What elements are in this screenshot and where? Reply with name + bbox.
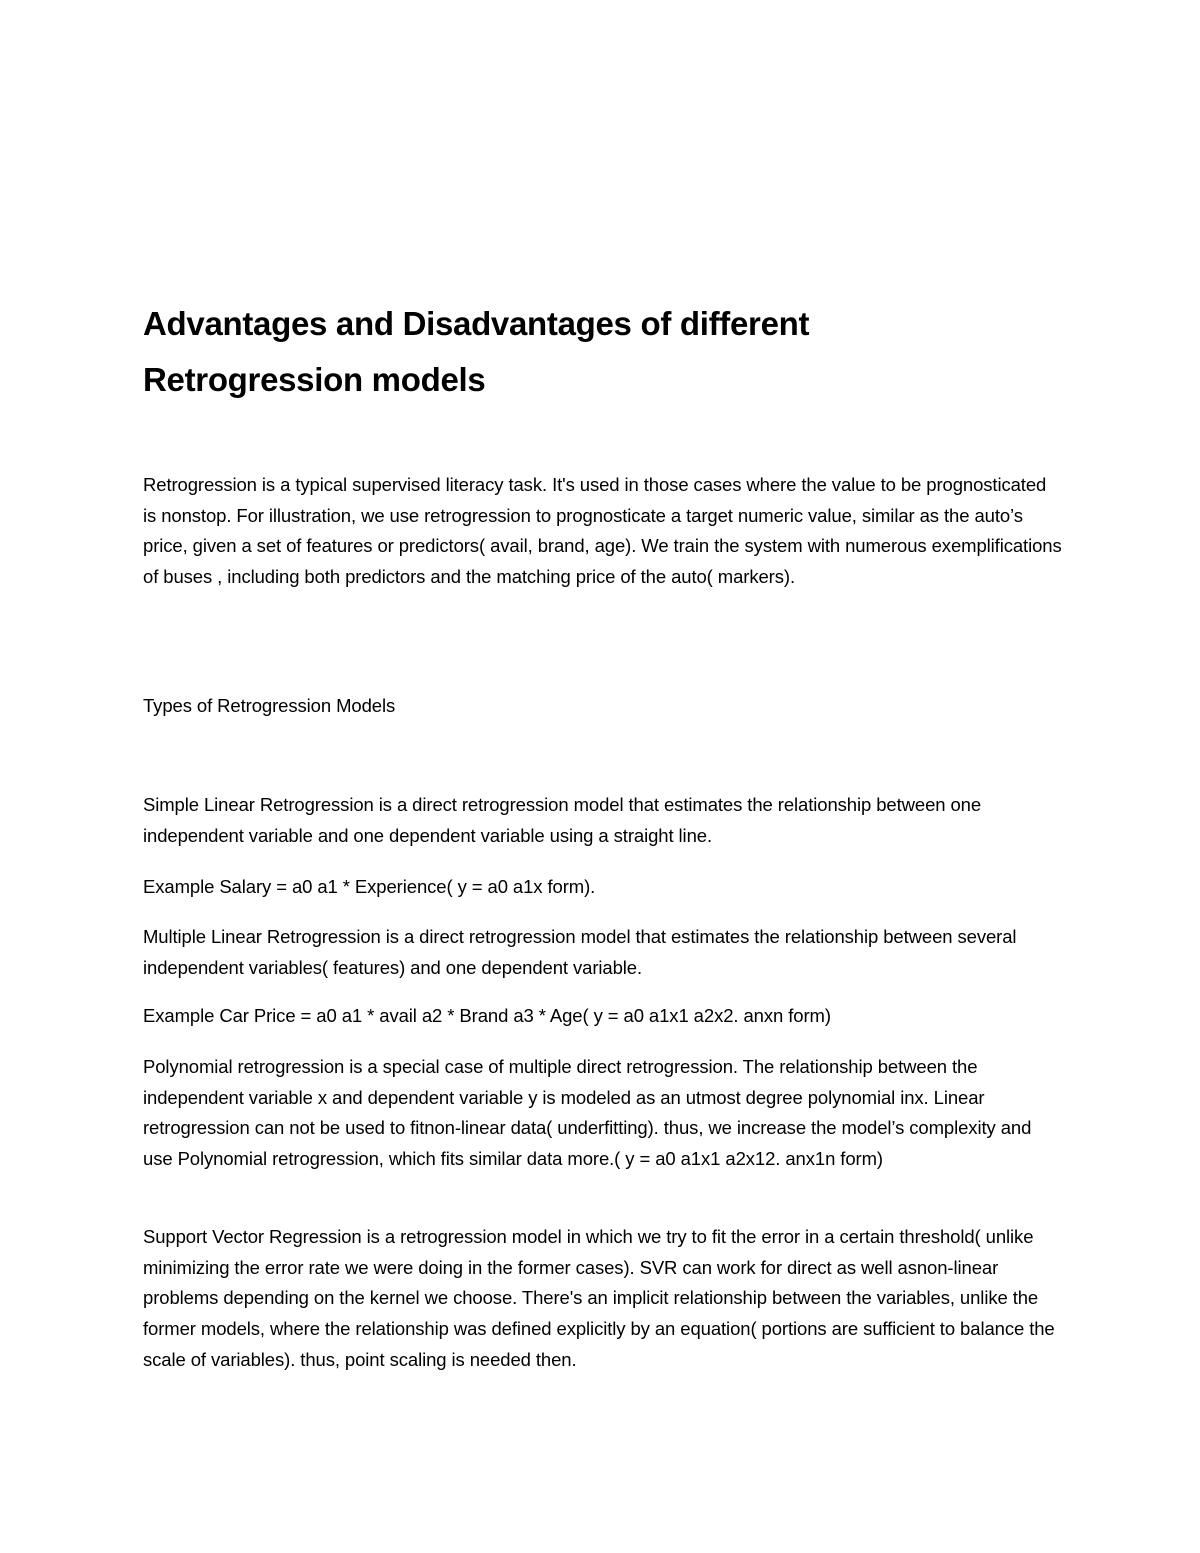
example-salary-paragraph: Example Salary = a0 a1 * Experience( y = a0 a1x form).	[143, 876, 596, 897]
example-car-paragraph: Example Car Price = a0 a1 * avail a2 * Brand a3 * Age( y = a0 a1x1 a2x2. anxn form)	[143, 1005, 831, 1026]
svr-paragraph: Support Vector Regression is a retrogression model in which we try to fit the error in a certain threshold( unlike minimizing the error rate we were doing in the former cases). SVR can work for direct as well asnon-linear problems depending on the kernel we choose. There's an implicit relationship between the variables, unlike the former models, where the relationship was defined explicitly by an equation( portions are sufficient to balance the scale of variables). thus, point scaling is needed then.	[143, 1226, 1055, 1370]
document-title	[143, 296, 1063, 408]
types-heading: Types of Retrogression Models	[143, 695, 396, 716]
multiple-linear-paragraph: Multiple Linear Retrogression is a direct retrogression model that estimates the relationship between several independent variables( features) and one dependent variable.	[143, 926, 1017, 978]
title-line-1: Advantages and Disadvantages of different	[143, 305, 810, 342]
title-line-2: Retrogression models	[143, 361, 486, 398]
simple-linear-paragraph: Simple Linear Retrogression is a direct retrogression model that estimates the relationship between one independent variable and one dependent variable using a straight line.	[143, 794, 982, 846]
polynomial-paragraph: Polynomial retrogression is a special case of multiple direct retrogression. The relationship between the independent variable x and dependent variable y is modeled as an utmost degree polynomial inx. Linear retrogression can not be used to fitnon-linear data( underfitting). thus, we increase the model’s complexity and use Polynomial retrogression, which fits similar data more.( y = a0 a1x1 a2x12. anx1n form)	[143, 1056, 1032, 1170]
intro-paragraph: Retrogression is a typical supervised literacy task. It's used in those cases where the value to be prognosticated is nonstop. For illustration, we use retrogression to prognosticate a target numeric value, similar as the auto’s price, given a set of features or predictors( avail, brand, age). We train the system with numerous exemplifications of buses , including both predictors and the matching price of the auto( markers).	[143, 474, 1062, 588]
